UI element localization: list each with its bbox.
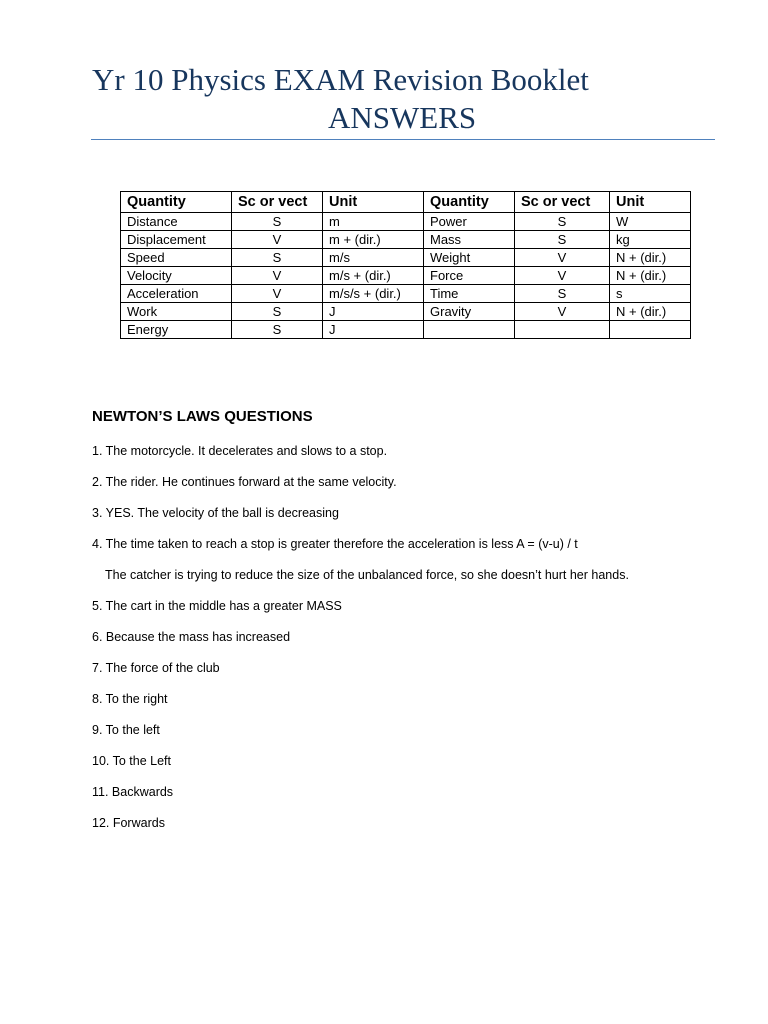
table-cell: V: [232, 267, 323, 285]
answer-9: 9. To the left: [92, 723, 160, 737]
table-cell: N + (dir.): [610, 249, 691, 267]
answers-list: [92, 442, 732, 845]
header-unit-2: Unit: [610, 192, 691, 213]
table-cell: m/s + (dir.): [323, 267, 424, 285]
document-title: [92, 60, 716, 136]
table-cell: Distance: [121, 213, 232, 231]
answer-1: 1. The motorcycle. It decelerates and slows to a stop.: [92, 444, 388, 458]
table-row: [121, 213, 691, 231]
table-cell: J: [323, 321, 424, 339]
table-cell: S: [515, 213, 610, 231]
header-quantity-2: Quantity: [424, 192, 515, 213]
table-cell: [515, 321, 610, 339]
newtons-laws-heading: NEWTON’S LAWS QUESTIONS: [92, 408, 313, 425]
table-cell: [424, 321, 515, 339]
answer-7: 7. The force of the club: [92, 661, 220, 675]
table-cell: m: [323, 213, 424, 231]
table-cell: V: [515, 267, 610, 285]
answer-4-continued: The catcher is trying to reduce the size of the unbalanced force, so she doesn’t hurt her hands.: [105, 568, 629, 582]
table-cell: Velocity: [121, 267, 232, 285]
table-cell: V: [515, 303, 610, 321]
table-cell: V: [232, 231, 323, 249]
header-quantity: Quantity: [121, 192, 232, 213]
header-scalar-or-vector: Sc or vect: [232, 192, 323, 213]
answer-2: 2. The rider. He continues forward at the same velocity.: [92, 475, 397, 489]
table-cell: W: [610, 213, 691, 231]
answer-4: 4. The time taken to reach a stop is greater therefore the acceleration is less A = (v-u) / t: [92, 537, 578, 551]
table-cell: Force: [424, 267, 515, 285]
table-row: [121, 231, 691, 249]
table-cell: V: [232, 285, 323, 303]
table-row: [121, 303, 691, 321]
table-cell: Mass: [424, 231, 515, 249]
header-scalar-or-vector-2: Sc or vect: [515, 192, 610, 213]
table-cell: S: [232, 303, 323, 321]
table-cell: kg: [610, 231, 691, 249]
table-row: [121, 249, 691, 267]
answer-11: 11. Backwards: [92, 785, 174, 799]
table-cell: Weight: [424, 249, 515, 267]
table-cell: Gravity: [424, 303, 515, 321]
answer-8: 8. To the right: [92, 692, 168, 706]
table-cell: m/s: [323, 249, 424, 267]
table-cell: N + (dir.): [610, 303, 691, 321]
table-cell: V: [515, 249, 610, 267]
title-divider: [91, 139, 715, 140]
table-cell: Energy: [121, 321, 232, 339]
table-cell: m/s/s + (dir.): [323, 285, 424, 303]
table-cell: Time: [424, 285, 515, 303]
table-cell: [610, 321, 691, 339]
header-unit: Unit: [323, 192, 424, 213]
table-cell: s: [610, 285, 691, 303]
table-cell: Acceleration: [121, 285, 232, 303]
answer-10: 10. To the Left: [92, 754, 171, 768]
table-cell: S: [515, 231, 610, 249]
table-cell: Work: [121, 303, 232, 321]
table-row: [121, 321, 691, 339]
answer-5: 5. The cart in the middle has a greater MASS: [92, 599, 342, 613]
answer-6: 6. Because the mass has increased: [92, 630, 291, 644]
table-cell: S: [232, 321, 323, 339]
table-cell: Displacement: [121, 231, 232, 249]
table-cell: m + (dir.): [323, 231, 424, 249]
title-line-2: ANSWERS: [328, 100, 477, 135]
table-cell: Speed: [121, 249, 232, 267]
title-line-1: Yr 10 Physics EXAM Revision Booklet: [92, 62, 589, 97]
answer-3: 3. YES. The velocity of the ball is decreasing: [92, 506, 339, 520]
table-header-row: [121, 192, 691, 213]
table-cell: Power: [424, 213, 515, 231]
table-cell: S: [515, 285, 610, 303]
table-cell: J: [323, 303, 424, 321]
quantities-table: [120, 191, 691, 339]
table-row: [121, 285, 691, 303]
table-row: [121, 267, 691, 285]
answer-12: 12. Forwards: [92, 816, 165, 830]
table-cell: N + (dir.): [610, 267, 691, 285]
table-cell: S: [232, 213, 323, 231]
table-cell: S: [232, 249, 323, 267]
